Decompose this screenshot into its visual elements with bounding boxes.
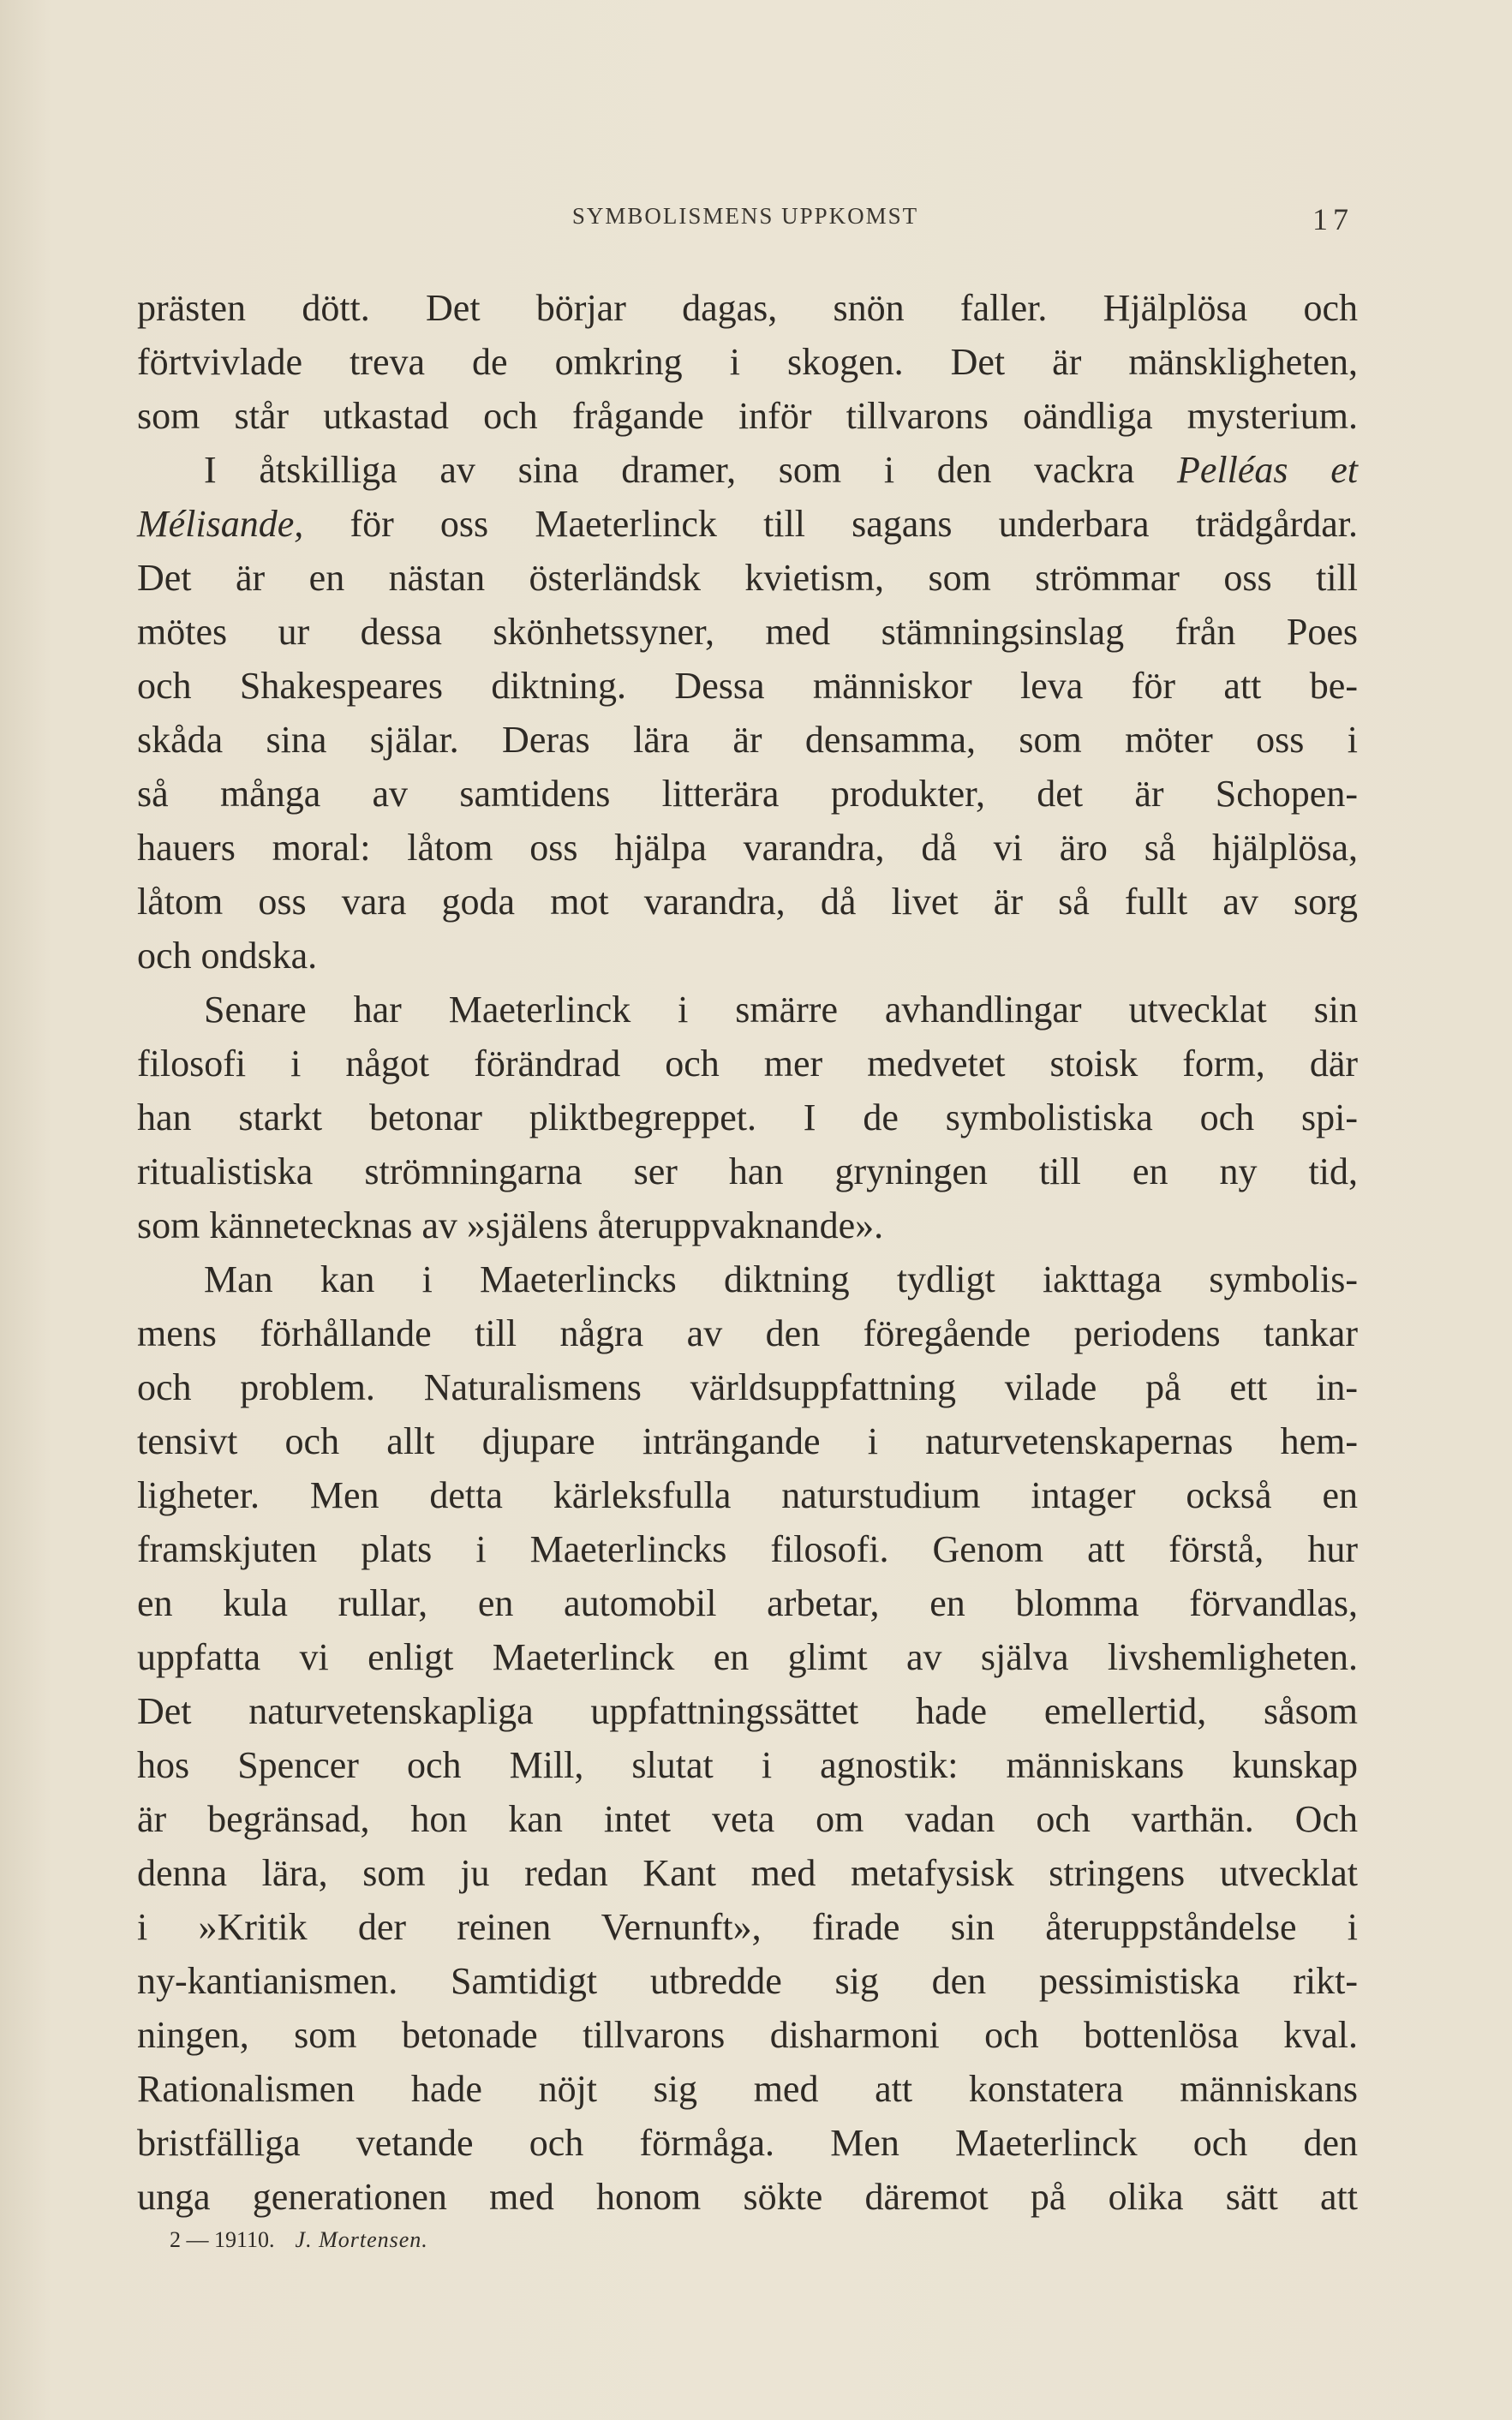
text-line: ny-kantianismen. Samtidigt utbredde sig den pessimistiska rikt-	[137, 1960, 1358, 2002]
text-line: förtvivlade treva de omkring i skogen. Det är mänskligheten,	[137, 341, 1358, 383]
text-line	[137, 497, 1358, 551]
text-line: så många av samtidens litterära produkter, det är Schopen-	[137, 773, 1358, 815]
text-line: han starkt betonar pliktbegreppet. I de symbolistiska och spi-	[137, 1096, 1358, 1138]
text-line: mens förhållande till några av den föregående periodens tankar	[137, 1312, 1358, 1354]
text-line: uppfatta vi enligt Maeterlinck en glimt av själva livshemligheten.	[137, 1636, 1358, 1678]
text-line: hos Spencer och Mill, slutat i agnostik: människans kunskap	[137, 1744, 1358, 1786]
text-line: Senare har Maeterlinck i smärre avhandlingar utvecklat sin	[204, 989, 1358, 1031]
text-line: Man kan i Maeterlincks diktning tydligt iakttaga symbolis-	[204, 1258, 1358, 1300]
text-line: bristfälliga vetande och förmåga. Men Maeterlinck och den	[137, 2122, 1358, 2164]
text-line: är begränsad, hon kan intet veta om vadan och varthän. Och	[137, 1798, 1358, 1840]
italic-play-title: Mélisande,	[137, 503, 304, 545]
text-line: tensivt och allt djupare inträngande i naturvetenskapernas hem-	[137, 1420, 1358, 1462]
text-line: prästen dött. Det börjar dagas, snön faller. Hjälplösa och	[137, 287, 1358, 329]
page-number: 17	[1312, 202, 1354, 236]
page-header	[137, 203, 1354, 237]
text-line: hauers moral: låtom oss hjälpa varandra, då vi äro så hjälplösa,	[137, 827, 1358, 869]
signature-mark: 2 — 19110.	[170, 2227, 275, 2252]
text-line-part: I åtskilliga av sina dramer, som i den vackra	[204, 449, 1178, 491]
text-line: och problem. Naturalismens världsuppfattning vilade på ett in-	[137, 1366, 1358, 1408]
text-line: unga generationen med honom sökte däremot på olika sätt att	[137, 2176, 1358, 2218]
text-line: en kula rullar, en automobil arbetar, en blomma förvandlas,	[137, 1582, 1358, 1624]
printer-name: J. Mortensen.	[295, 2227, 428, 2252]
text-line: filosofi i något förändrad och mer medvetet stoisk form, där	[137, 1043, 1358, 1085]
text-line: Det är en nästan österländsk kvietism, som strömmar oss till	[137, 557, 1358, 599]
body-text	[137, 281, 1358, 2224]
text-line: framskjuten plats i Maeterlincks filosofi. Genom att förstå, hur	[137, 1528, 1358, 1570]
text-line: ningen, som betonade tillvarons disharmoni och bottenlösa kval.	[137, 2014, 1358, 2056]
text-line: Det naturvetenskapliga uppfattningssättet hade emellertid, såsom	[137, 1690, 1358, 1732]
text-line: ritualistiska strömningarna ser han gryningen till en ny tid,	[137, 1150, 1358, 1192]
page-footer	[170, 2227, 428, 2253]
text-line: skåda sina själar. Deras lära är densamma, som möter oss i	[137, 719, 1358, 761]
text-line: och Shakespeares diktning. Dessa människor leva för att be-	[137, 665, 1358, 707]
text-line: denna lära, som ju redan Kant med metafysisk stringens utvecklat	[137, 1852, 1358, 1894]
text-line: som står utkastad och frågande inför tillvarons oändliga mysterium.	[137, 395, 1358, 437]
text-line: i »Kritik der reinen Vernunft», firade sin återuppståndelse i	[137, 1906, 1358, 1948]
text-line: Rationalismen hade nöjt sig med att konstatera människans	[137, 2068, 1358, 2110]
text-line	[137, 443, 1358, 497]
text-line: och ondska.	[137, 935, 318, 977]
running-title: SYMBOLISMENS UPPKOMST	[571, 203, 919, 229]
text-line: ligheter. Men detta kärleksfulla naturstudium intager också en	[137, 1474, 1358, 1516]
text-line: mötes ur dessa skönhetssyner, med stämningsinslag från Poes	[137, 611, 1358, 653]
text-line-part: för oss Maeterlinck till sagans underbara trädgårdar.	[350, 503, 1359, 545]
text-line: låtom oss vara goda mot varandra, då livet är så fullt av sorg	[137, 881, 1358, 923]
italic-play-title: Pelléas et	[1177, 449, 1358, 491]
text-line: som kännetecknas av »själens återuppvaknande».	[137, 1204, 884, 1246]
